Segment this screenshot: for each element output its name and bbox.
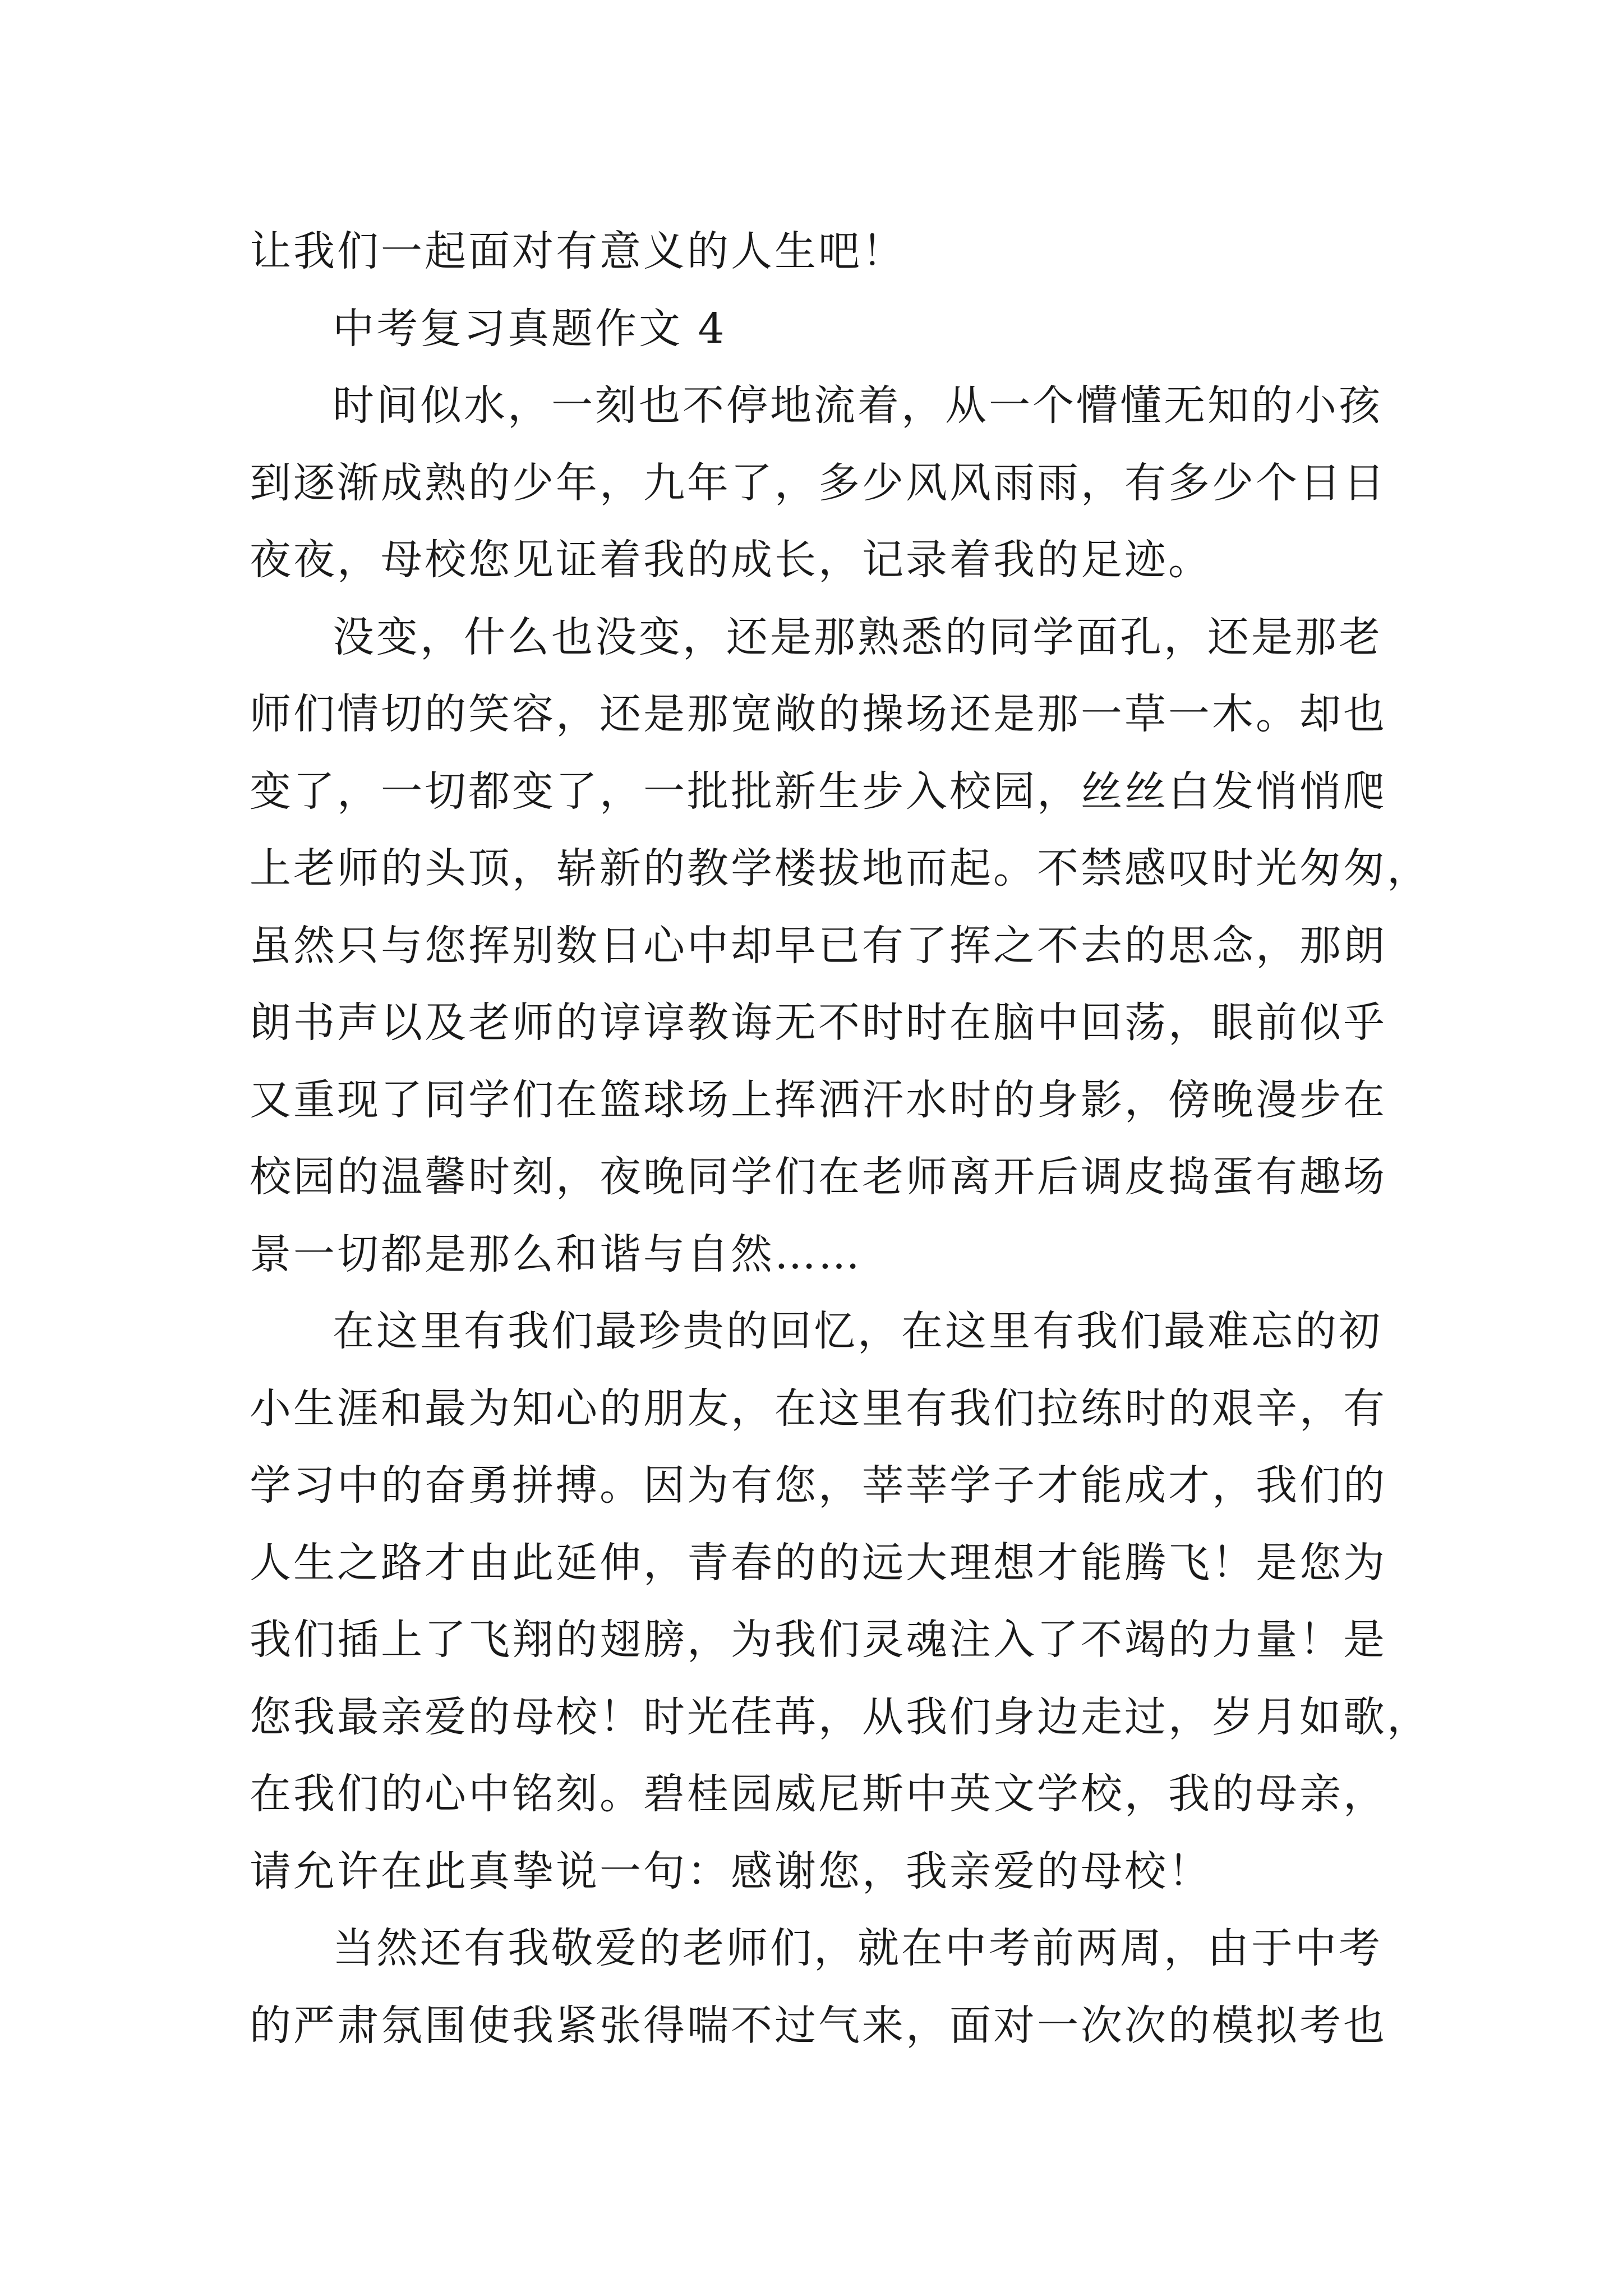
text-line: 虽然只与您挥别数日心中却早已有了挥之不去的思念，那朗 [250, 921, 1387, 970]
text-line: 学习中的奋勇拼搏。因为有您，莘莘学子才能成才，我们的 [250, 1461, 1387, 1510]
text-line: 让我们一起面对有意义的人生吧！ [250, 227, 906, 275]
text-line: 人生之路才由此延伸，青春的的远大理想才能腾飞！是您为 [250, 1538, 1387, 1587]
text-line: 到逐渐成熟的少年，九年了，多少风风雨雨，有多少个日日 [250, 458, 1387, 507]
text-line: 小生涯和最为知心的朋友，在这里有我们拉练时的艰辛，有 [250, 1384, 1387, 1433]
text-line: 师们情切的笑容，还是那宽敞的操场还是那一草一木。却也 [250, 690, 1387, 738]
text-line: 朗书声以及老师的谆谆教诲无不时时在脑中回荡，眼前似乎 [250, 999, 1387, 1047]
text-line: 上老师的头顶，崭新的教学楼拔地而起。不禁感叹时光匆匆， [250, 844, 1431, 892]
text-line: 的严肃氛围使我紧张得喘不过气来，面对一次次的模拟考也 [250, 2001, 1387, 2050]
essay-heading: 中考复习真题作文 4 [333, 304, 727, 353]
text-line: 您我最亲爱的母校！时光荏苒，从我们身边走过，岁月如歌， [250, 1692, 1431, 1741]
text-line: 校园的温馨时刻，夜晚同学们在老师离开后调皮捣蛋有趣场 [250, 1153, 1387, 1201]
essay-text [250, 213, 1431, 2064]
text-line: 当然还有我敬爱的老师们，就在中考前两周，由于中考 [333, 1924, 1382, 1972]
text-line: 夜夜，母校您见证着我的成长，记录着我的足迹。 [250, 536, 1212, 584]
text-line: 在这里有我们最珍贵的回忆，在这里有我们最难忘的初 [333, 1307, 1382, 1355]
text-line: 时间似水，一刻也不停地流着，从一个懵懂无知的小孩 [333, 381, 1382, 430]
text-line: 我们插上了飞翔的翅膀，为我们灵魂注入了不竭的力量！是 [250, 1616, 1387, 1664]
text-line: 请允许在此真挚说一句：感谢您，我亲爱的母校！ [250, 1847, 1212, 1895]
text-line: 又重现了同学们在篮球场上挥洒汗水时的身影，傍晚漫步在 [250, 1075, 1387, 1124]
text-line: 没变，什么也没变，还是那熟悉的同学面孔，还是那老 [333, 613, 1382, 661]
text-line: 在我们的心中铭刻。碧桂园威尼斯中英文学校，我的母亲， [250, 1770, 1387, 1818]
text-line: 变了，一切都变了，一批批新生步入校园，丝丝白发悄悄爬 [250, 767, 1387, 816]
text-line: 景一切都是那么和谐与自然…… [250, 1230, 862, 1278]
